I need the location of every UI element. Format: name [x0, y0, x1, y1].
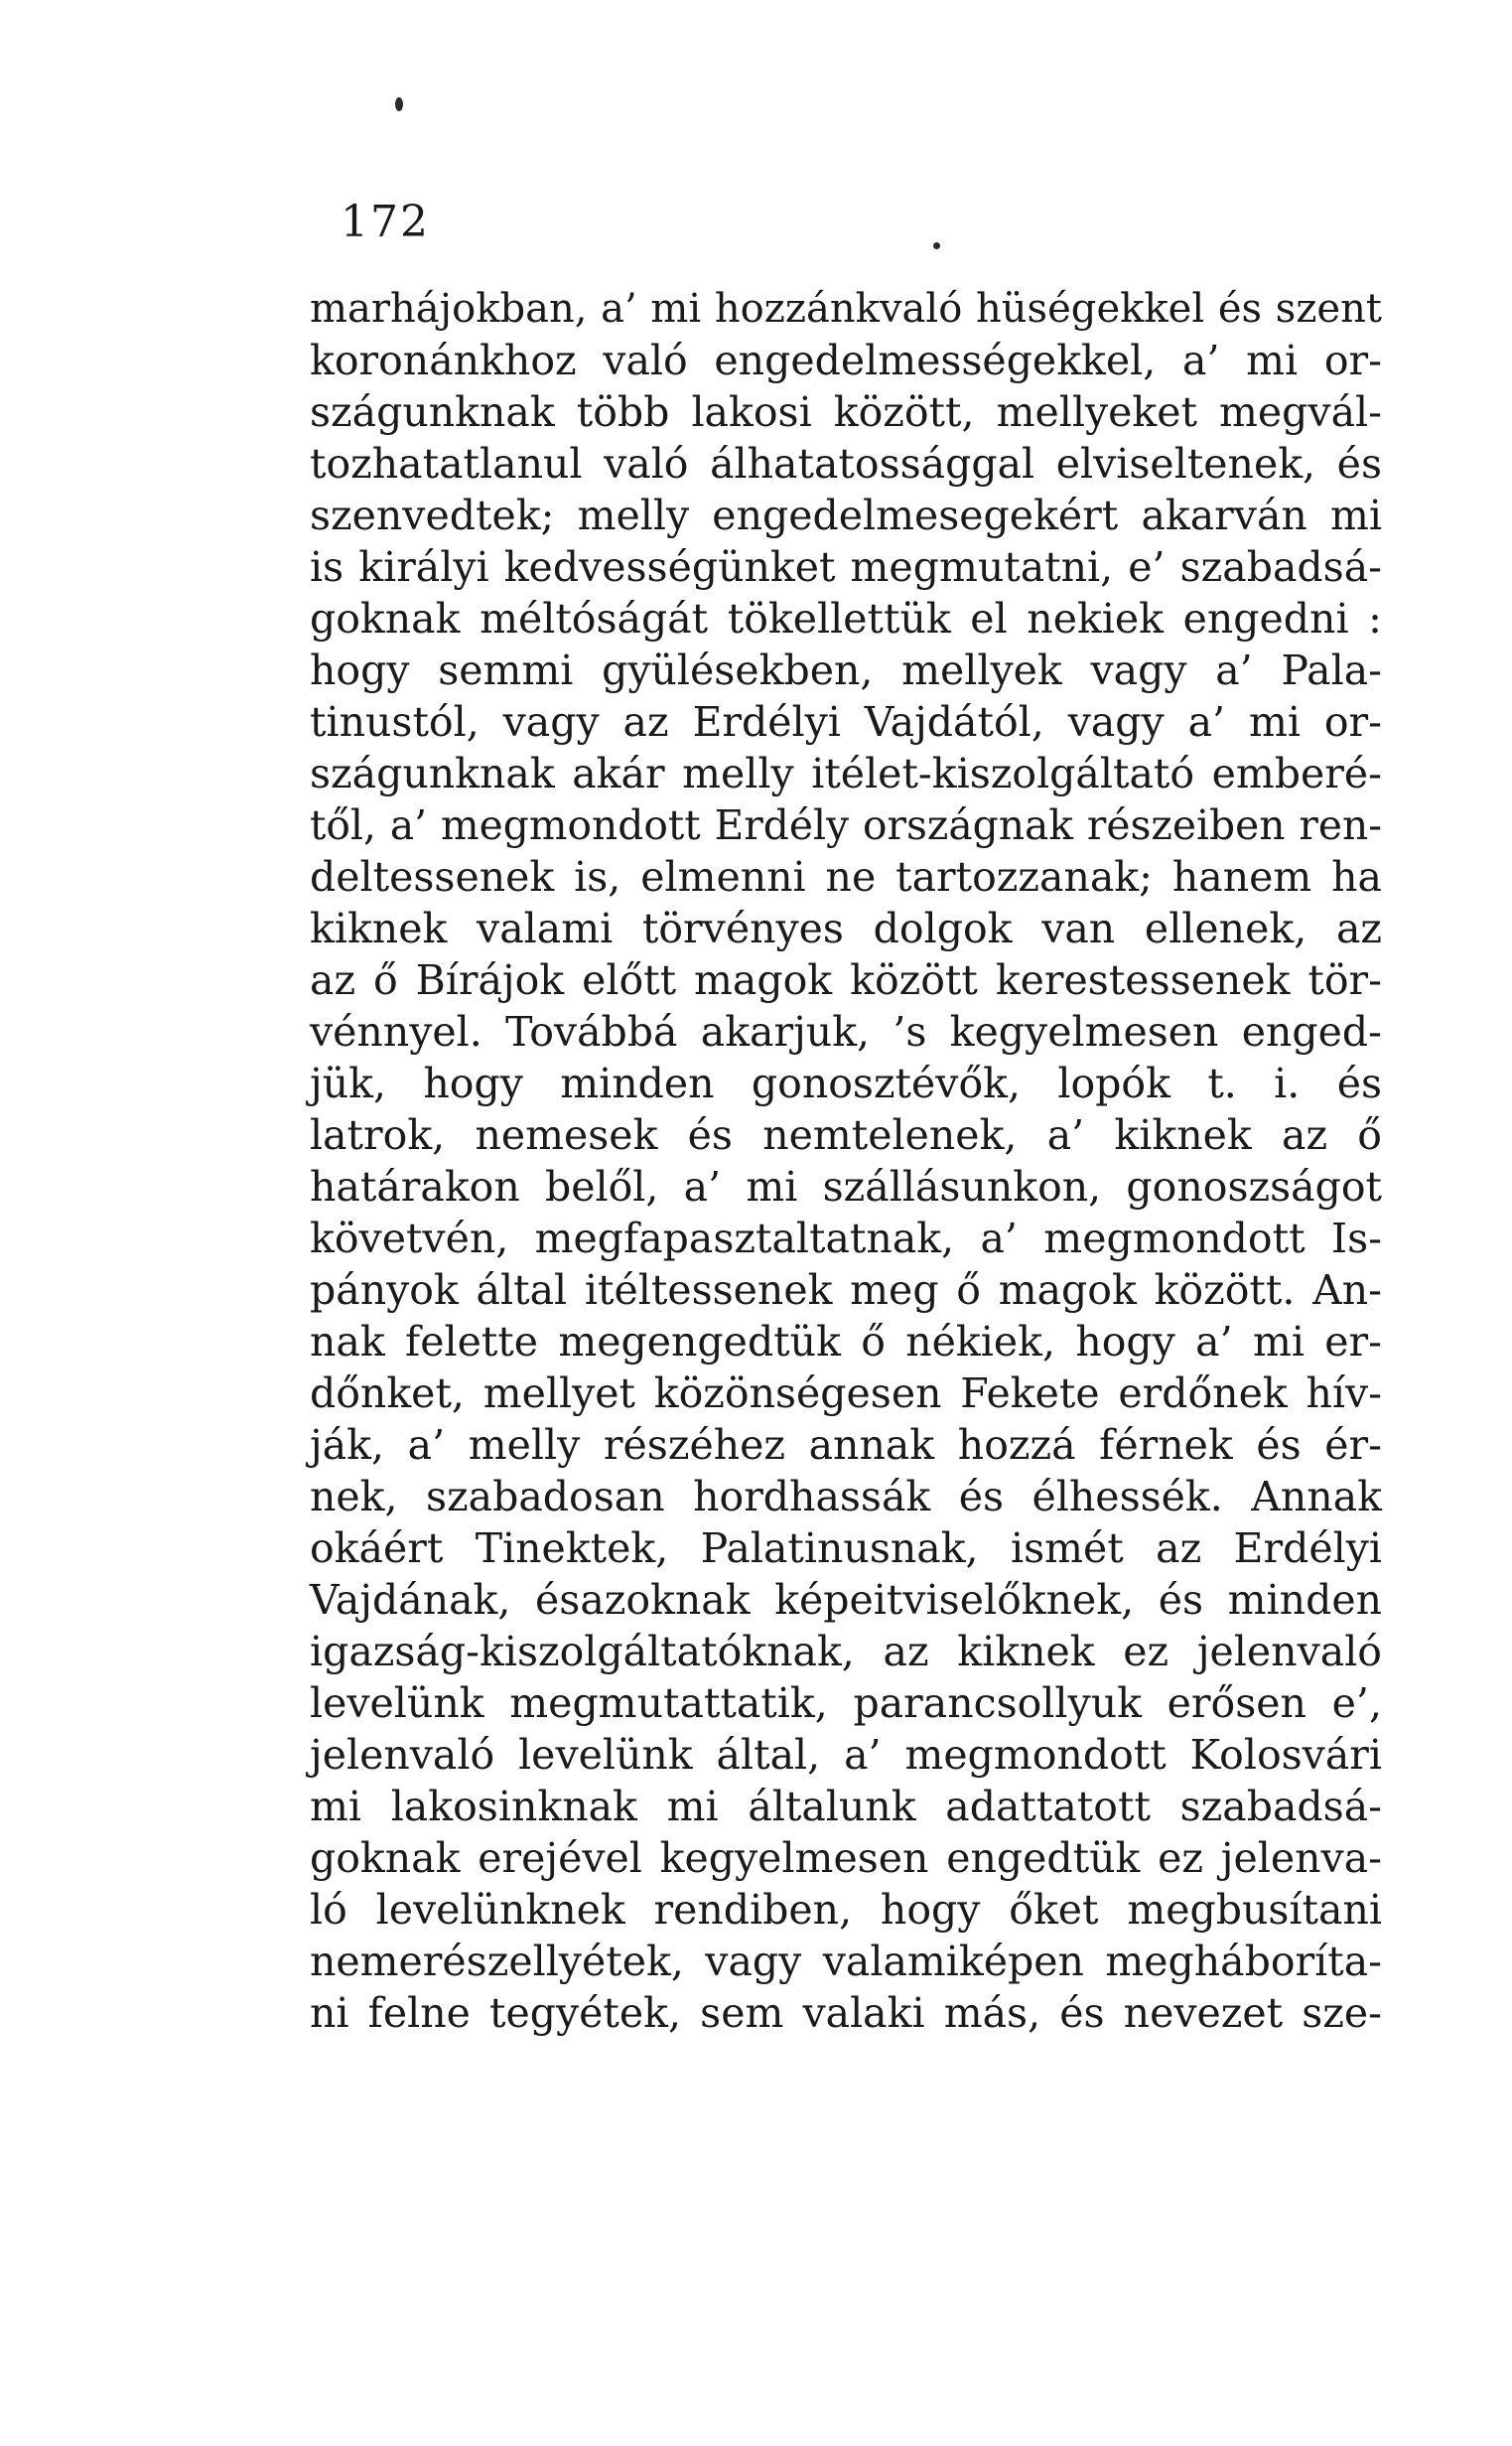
text-line: követvén, megfapasztaltatnak, a’ megmondott Is-	[310, 1215, 1382, 1262]
text-line: marhájokban, a’ mi hozzánkvaló hüségekkel és szent	[310, 286, 1382, 332]
text-line: ló levelünknek rendiben, hogy őket megbusítani	[310, 1886, 1382, 1934]
text-line: deltessenek is, elmenni ne tartozzanak; hanem ha	[310, 853, 1382, 901]
text-line: latrok, nemesek és nemtelenek, a’ kiknek az ő	[310, 1111, 1382, 1159]
text-line: határakon belől, a’ mi szállásunkon, gonoszságot	[310, 1163, 1382, 1211]
page-number: 172	[341, 197, 430, 247]
text-line: jelenvaló levelünk által, a’ megmondott Kolosvári	[310, 1731, 1382, 1779]
text-line: dőnket, mellyet közönségesen Fekete erdőnek hív-	[310, 1369, 1382, 1417]
text-line: tinustól, vagy az Erdélyi Vajdától, vagy a’ mi or-	[310, 698, 1382, 746]
text-line: nak felette megengedtük ő nékiek, hogy a’ mi er-	[310, 1318, 1382, 1366]
text-line: mi lakosinknak mi általunk adattatott szabadsá-	[310, 1783, 1382, 1830]
text-line: koronánkhoz való engedelmességekkel, a’ mi or-	[310, 337, 1382, 384]
text-line: pányok által itéltessenek meg ő magok között. An-	[310, 1266, 1382, 1314]
text-line: az ő Bírájok előtt magok között kerestessenek tör-	[310, 956, 1382, 1004]
text-line: jük, hogy minden gonosztévők, lopók t. i. és	[310, 1060, 1382, 1107]
ink-speck	[395, 97, 403, 111]
body-text	[310, 283, 1382, 2039]
text-line: levelünk megmutattatik, parancsollyuk erősen e’,	[310, 1679, 1382, 1727]
text-line: tozhatatlanul való álhatatossággal elviseltenek, és	[310, 440, 1382, 488]
text-line: nemerészellyétek, vagy valamiképen megháboríta-	[310, 1938, 1382, 1985]
text-line: kiknek valami törvényes dolgok van ellenek, az	[310, 905, 1382, 952]
text-line: ni felne tegyétek, sem valaki más, és nevezet sze-	[310, 1989, 1382, 2037]
text-line: okáért Tinektek, Palatinusnak, ismét az Erdélyi	[310, 1524, 1382, 1572]
text-line: goknak méltóságát tökellettük el nekiek engedni :	[310, 595, 1382, 643]
text-line: szágunknak több lakosi között, mellyeket megvál-	[310, 388, 1382, 436]
text-line: hogy semmi gyülésekben, mellyek vagy a’ Pala-	[310, 647, 1382, 694]
text-line: ják, a’ melly részéhez annak hozzá férnek és ér-	[310, 1421, 1382, 1469]
text-line: goknak erejével kegyelmesen engedtük ez jelenva-	[310, 1834, 1382, 1882]
text-line: szenvedtek; melly engedelmesegekért akarván mi	[310, 492, 1382, 539]
text-line: Vajdának, ésazoknak képeitviselőknek, és minden	[310, 1576, 1382, 1624]
text-line: igazság-kiszolgáltatóknak, az kiknek ez jelenvaló	[310, 1628, 1382, 1675]
text-line: szágunknak akár melly itélet-kiszolgáltató emberé-	[310, 750, 1382, 797]
text-line: től, a’ megmondott Erdély országnak részeiben ren-	[310, 801, 1382, 849]
text-line: is királyi kedvességünket megmutatni, e’ szabadsá-	[310, 543, 1382, 591]
text-line: vénnyel. Továbbá akarjuk, ’s kegyelmesen enged-	[310, 1008, 1382, 1056]
ink-speck	[933, 242, 940, 249]
text-line: nek, szabadosan hordhassák és élhessék. Annak	[310, 1473, 1382, 1520]
